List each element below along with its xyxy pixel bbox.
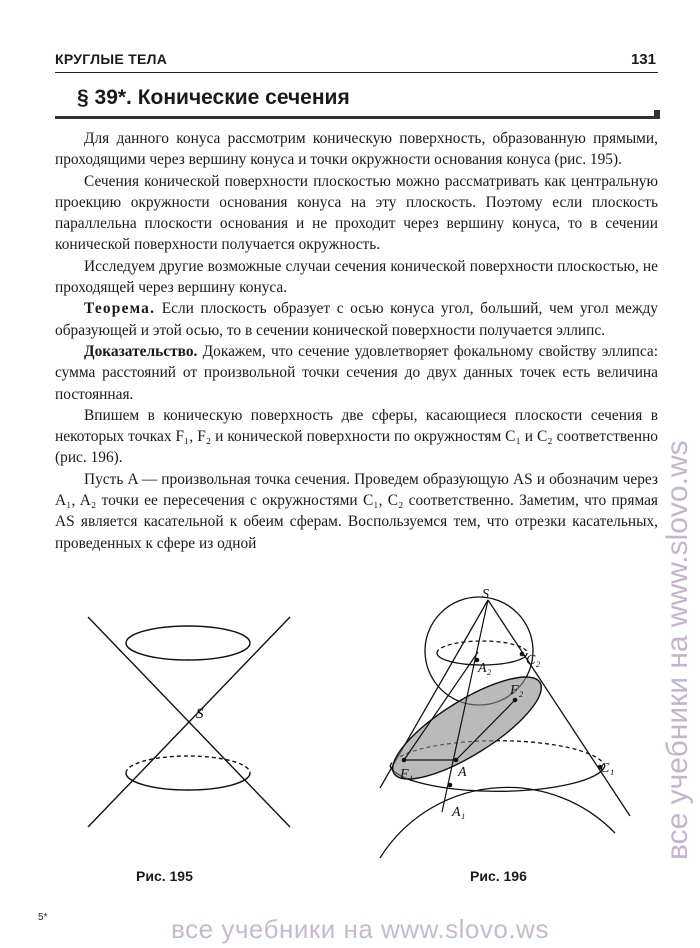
page-number: 131 [630, 51, 656, 68]
fig195-label-S: S [196, 706, 204, 722]
figure-196 [360, 588, 660, 858]
point-C2 [520, 652, 525, 657]
dandelin-spheres-drawing [360, 588, 660, 858]
chapter-title: КРУГЛЫЕ ТЕЛА [55, 51, 168, 67]
print-signature-mark: 5* [38, 912, 48, 923]
figure-195 [60, 610, 320, 840]
lower-ellipse-back [126, 756, 250, 773]
paragraph-3: Исследуем другие возможные случаи сечения конической поверхности плоскостью, не проходящей через вершину конуса. [55, 257, 658, 297]
body-text [55, 128, 658, 554]
fig196-caption: Рис. 196 [470, 868, 527, 884]
heading-end-square [654, 110, 660, 116]
point-F1 [402, 758, 407, 763]
paragraph-1: Для данного конуса рассмотрим коническую поверхность, образованную прямыми, проходящими через вершину конуса и точки окружности основания конуса (рис. 195). [55, 130, 658, 169]
section-heading [55, 84, 660, 119]
paragraph-6: Впишем в коническую поверхность две сферы, касающиеся плоскости сечения в некоторых точках F₁, F₂ и конической поверхности по окружностям C₁ и C₂ соответственно (рис. 196). [55, 406, 658, 467]
point-A1 [448, 783, 453, 788]
double-cone-drawing [60, 610, 320, 840]
fig196-label-A: A [458, 765, 467, 780]
fig196-label-F2: F₂ [510, 683, 524, 698]
theorem-text: Если плоскость образует с осью конуса угол, больший, чем угол между образующей и этой осью, то в сечении конической поверхности получается эллипс. [55, 300, 658, 339]
theorem-term: Теорема. [84, 300, 156, 318]
side-watermark [658, 300, 698, 860]
proof-text: Докажем, что сечение удовлетворяет фокальному свойству эллипса: сумма расстояний от произвольной точки сечения до двух данных точек есть величина постоянная. [55, 342, 658, 403]
fig196-label-S: S [482, 588, 489, 602]
point-A [454, 758, 459, 763]
paragraph-5 [55, 341, 658, 405]
proof-term: Доказательство. [84, 342, 198, 360]
circle-C2-back [437, 641, 527, 653]
paragraph-2: Сечения конической поверхности плоскостью можно рассматривать как центральную проекцию окружности основания конуса на эту плоскость. Поэтому если плоскость параллельна плоскости основания и не проходит через вершину конуса, то в сечении конической поверхности получается окружность. [55, 172, 658, 254]
section-title: § 39*. Конические сечения [77, 86, 350, 109]
side-watermark-text: все учебники на www.slovo.ws [661, 440, 694, 860]
paragraph-4 [55, 298, 658, 341]
lower-sphere [380, 787, 615, 858]
fig196-label-C2: C₂ [526, 653, 541, 668]
upper-ellipse [126, 626, 250, 660]
fig196-label-C1: C₁ [600, 761, 615, 776]
fig195-caption: Рис. 195 [136, 868, 193, 884]
lower-ellipse-front [126, 773, 250, 790]
bottom-watermark: все учебники на www.slovo.ws [171, 914, 549, 944]
running-head [55, 50, 658, 73]
fig196-label-A2: A₂ [478, 661, 492, 676]
paragraph-7: Пусть A — произвольная точка сечения. Проведем образующую AS и обозначим через A₁, A₂ точки ее пересечения с окружностями C₁, C₂ соответственно. Заметим, что прямая AS является касательной к обеим сферам. Воспользуемся тем, что отрезки касательных, проведенных к сфере из одной [55, 470, 658, 552]
point-F2 [513, 698, 518, 703]
fig196-label-F1: F₁ [400, 767, 414, 782]
fig196-label-A1: A₁ [452, 805, 466, 820]
